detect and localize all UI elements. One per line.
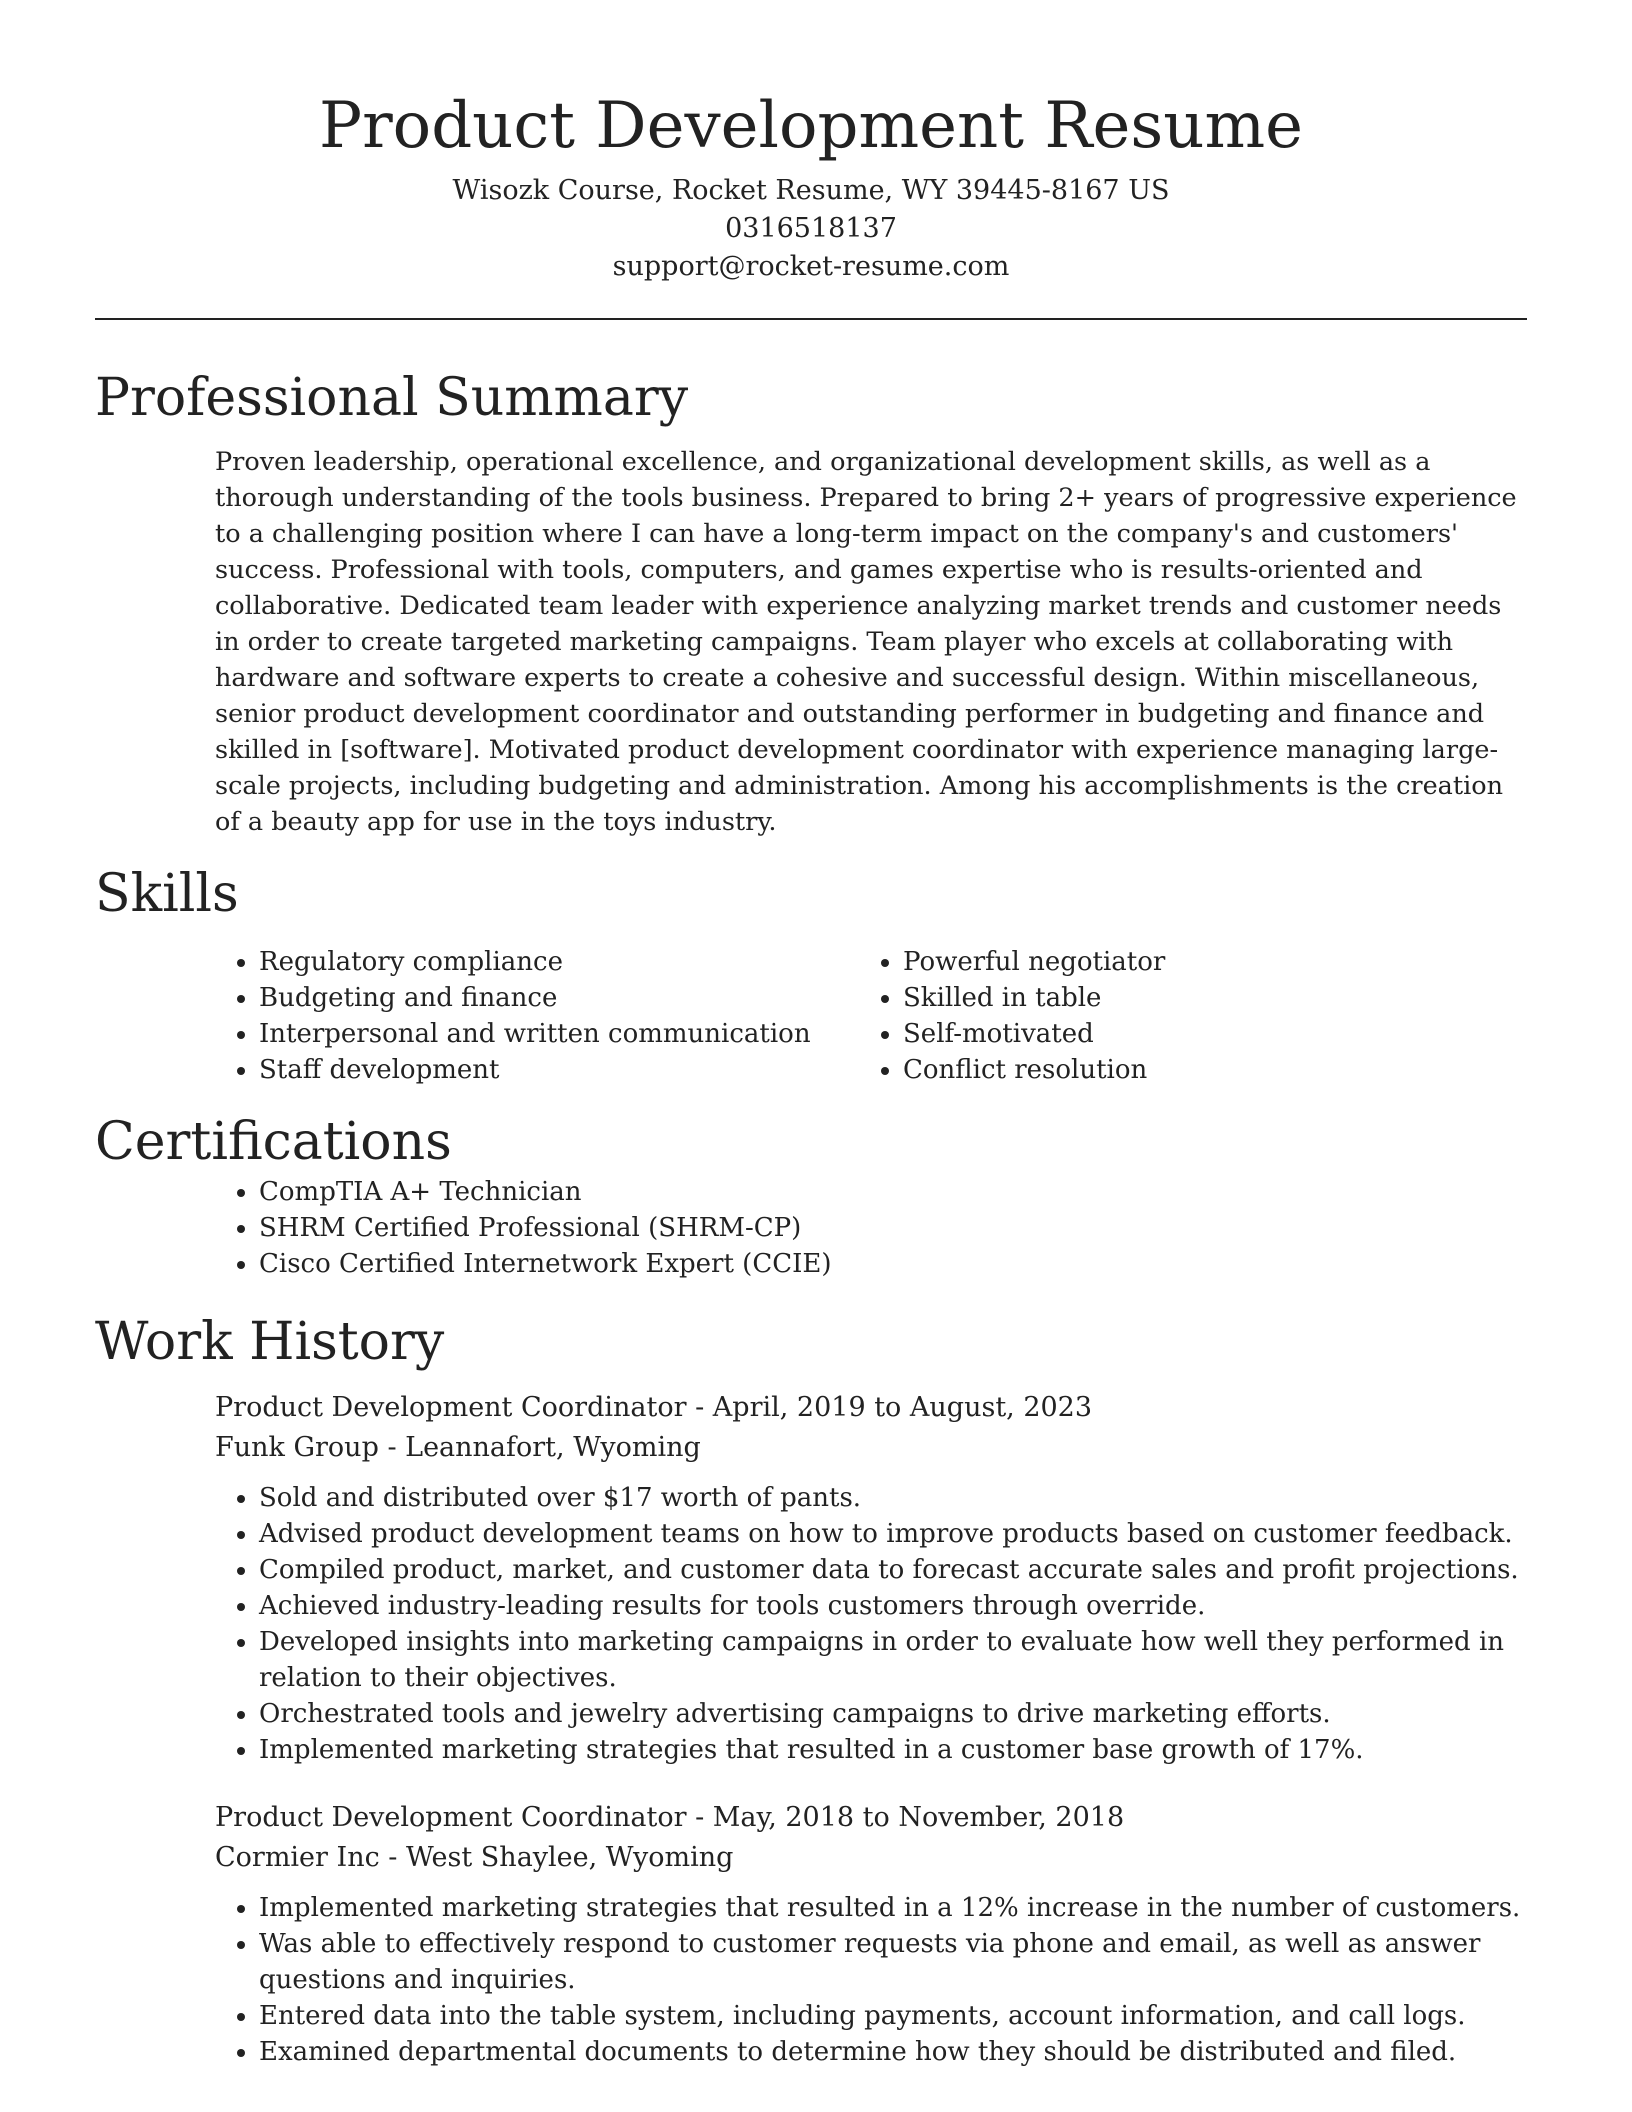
job-dates: - April, 2019 to August, 2023	[686, 1392, 1093, 1423]
skills-section	[95, 862, 1527, 1088]
job-entry	[215, 1798, 1527, 2070]
skill-item: • Budgeting and finance	[259, 980, 883, 1016]
work-history-section	[95, 1310, 1527, 2070]
contact-address: Wisozk Course, Rocket Resume, WY 39445-8167 US	[452, 175, 1170, 206]
job-bullet: • Entered data into the table system, including payments, account information, and call logs.	[259, 1998, 1527, 2034]
contact-phone: 0316518137	[725, 213, 897, 244]
resume-page	[95, 0, 1527, 2070]
job-title-line	[215, 1798, 1527, 1838]
certification-item: • SHRM Certified Professional (SHRM-CP)	[259, 1210, 1527, 1246]
job-location: - West Shaylee, Wyoming	[379, 1842, 734, 1873]
skill-item: • Interpersonal and written communication	[259, 1016, 883, 1052]
job-bullet: • Implemented marketing strategies that resulted in a customer base growth of 17%.	[259, 1732, 1527, 1768]
job-bullet: • Examined departmental documents to determine how they should be distributed and filed.	[259, 2034, 1527, 2070]
skill-item: • Powerful negotiator	[903, 944, 1527, 980]
certification-item: • Cisco Certified Internetwork Expert (CCIE)	[259, 1246, 1527, 1282]
job-bullet: • Implemented marketing strategies that resulted in a 12% increase in the number of customers.	[259, 1890, 1527, 1926]
skill-item: • Conflict resolution	[903, 1052, 1527, 1088]
resume-header	[95, 0, 1527, 286]
certifications-section	[95, 1110, 1527, 1282]
work-history-heading: Work History	[95, 1312, 445, 1372]
job-title-line	[215, 1388, 1527, 1428]
job-bullet: • Compiled product, market, and customer data to forecast accurate sales and profit projections.	[259, 1552, 1527, 1588]
contact-block	[95, 172, 1527, 286]
certifications-heading: Certifications	[95, 1112, 452, 1172]
job-bullet: • Developed insights into marketing campaigns in order to evaluate how well they performed in relation to their objectives.	[259, 1624, 1527, 1696]
job-bullet: • Achieved industry-leading results for tools customers through override.	[259, 1588, 1527, 1624]
job-bullets	[215, 1890, 1527, 2070]
skill-item: • Skilled in table	[903, 980, 1527, 1016]
summary-heading: Professional Summary	[95, 368, 689, 428]
summary-text: Proven leadership, operational excellence, and organizational development skills, as well as a thorough understanding of the tools business. Prepared to bring 2+ years of progressive experience to a challenging position where I can have a long-term impact on the company's and customers' success. Professional with tools, computers, and games expertise who is results-oriented and collaborative. Dedicated team leader with experience analyzing market trends and customer needs in order to create targeted marketing campaigns. Team player who excels at collaborating with hardware and software experts to create a cohesive and successful design. Within miscellaneous, senior product development coordinator and outstanding performer in budgeting and finance and skilled in [software]. Motivated product development coordinator with experience managing large-scale projects, including budgeting and administration. Among his accomplishments is the creation of a beauty app for use in the toys industry.	[215, 447, 1517, 837]
header-divider	[95, 318, 1527, 320]
job-entry	[215, 1388, 1527, 1768]
skill-item: • Staff development	[259, 1052, 883, 1088]
resume-title: Product Development Resume	[319, 89, 1303, 163]
job-dates: - May, 2018 to November, 2018	[686, 1802, 1125, 1833]
job-title: Product Development Coordinator	[215, 1392, 687, 1423]
summary-section	[95, 366, 1527, 840]
job-location: - Leannafort, Wyoming	[378, 1432, 701, 1463]
job-company: Cormier Inc	[215, 1842, 380, 1873]
job-bullet: • Advised product development teams on how to improve products based on customer feedback.	[259, 1516, 1527, 1552]
contact-email: support@rocket-resume.com	[612, 251, 1010, 282]
skills-heading: Skills	[95, 864, 239, 924]
skill-item: • Self-motivated	[903, 1016, 1527, 1052]
certification-item: • CompTIA A+ Technician	[259, 1174, 1527, 1210]
certifications-list	[95, 1174, 1527, 1282]
skills-grid	[95, 944, 1527, 1088]
job-company-line	[215, 1428, 1527, 1468]
job-bullet: • Orchestrated tools and jewelry advertising campaigns to drive marketing efforts.	[259, 1696, 1527, 1732]
job-bullet: • Was able to effectively respond to customer requests via phone and email, as well as answer questions and inquiries.	[259, 1926, 1527, 1998]
job-company-line	[215, 1838, 1527, 1878]
skill-item: • Regulatory compliance	[259, 944, 883, 980]
skills-column-1	[95, 944, 883, 1088]
job-bullets	[215, 1480, 1527, 1768]
job-bullet: • Sold and distributed over $17 worth of pants.	[259, 1480, 1527, 1516]
job-title: Product Development Coordinator	[215, 1802, 687, 1833]
job-company: Funk Group	[215, 1432, 379, 1463]
skills-column-2	[903, 944, 1527, 1088]
